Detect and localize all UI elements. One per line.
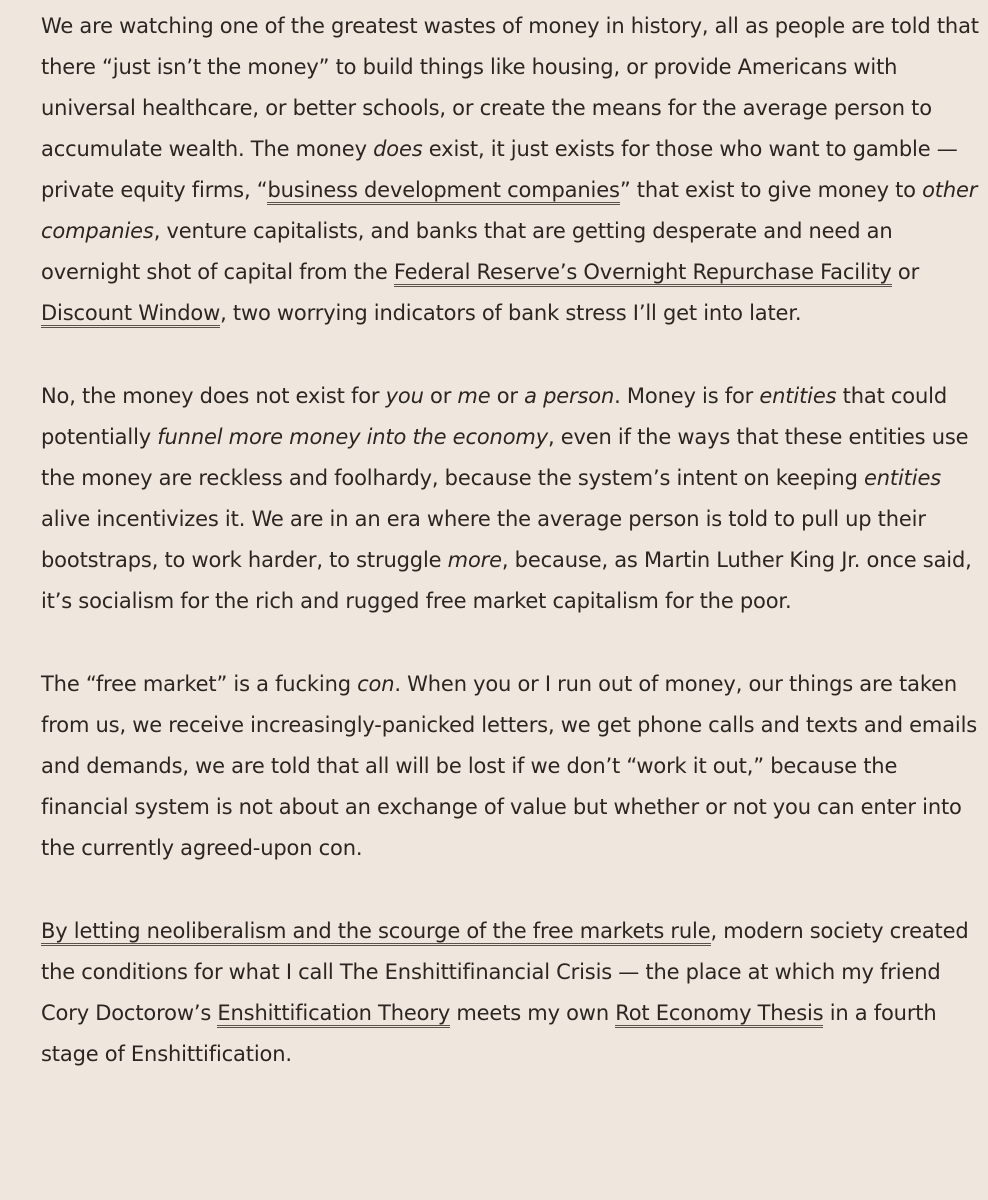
text-span: ” that exist to give money to [619, 178, 923, 202]
emphasis: does [373, 137, 423, 161]
text-span: alive incentivizes it. We are in an era where the average person is told to pull up their bootstraps, to work harder, to struggle [41, 507, 926, 572]
paragraph-1 [41, 6, 981, 334]
link-enshittification-theory[interactable]: Enshittification Theory [217, 1001, 450, 1028]
article-body [41, 6, 981, 1117]
link-business-development-companies[interactable]: business development companies [267, 178, 619, 205]
text-span: in a fourth stage of Enshittification. [41, 1001, 937, 1066]
text-span: exist, it just exists for those who want to gamble — private equity firms, “ [41, 137, 958, 202]
paragraph-4 [41, 911, 981, 1075]
text-span: , because, as Martin Luther King Jr. once said, it’s socialism for the rich and rugged free market capitalism for the poor. [41, 548, 972, 613]
link-discount-window[interactable]: Discount Window [41, 301, 220, 328]
emphasis: a person [524, 384, 615, 408]
link-rot-economy-thesis[interactable]: Rot Economy Thesis [615, 1001, 823, 1028]
link-overnight-repurchase-facility[interactable]: Federal Reserve’s Overnight Repurchase Facility [394, 260, 892, 287]
paragraph-3 [41, 664, 981, 869]
emphasis: you [385, 384, 424, 408]
emphasis: other companies [41, 178, 978, 243]
emphasis: entities [863, 466, 942, 490]
text-span: No, the money does not exist for [41, 384, 386, 408]
text-span: or [490, 384, 525, 408]
text-span: , two worrying indicators of bank stress I’ll get into later. [220, 301, 802, 325]
text-span: . Money is for [614, 384, 760, 408]
text-span: that could potentially [41, 384, 948, 449]
emphasis: con [357, 672, 395, 696]
text-span: We are watching one of the greatest wastes of money in history, all as people are told that there “just isn’t the money” to build things like housing, or provide Americans with universal healthcare, or better schools, or create the means for the average person to accumulate wealth. The money [41, 14, 979, 161]
emphasis: me [457, 384, 491, 408]
text-span: or [891, 260, 920, 284]
text-span: meets my own [450, 1001, 616, 1025]
emphasis: more [447, 548, 502, 572]
emphasis: entities [759, 384, 837, 408]
paragraph-2 [41, 376, 981, 622]
text-span: , modern society created the conditions for what I call The Enshittifinancial Crisis — the place at which my friend Cory Doctorow’s [41, 919, 969, 1025]
text-span: . When you or I run out of money, our things are taken from us, we receive increasingly-panicked letters, we get phone calls and texts and emails and demands, we are told that all will be lost if we don’t “work it out,” because the financial system is not about an exchange of value but whether or not you can enter into the currently agreed-upon con. [41, 672, 978, 860]
text-span: The “free market” is a fucking [41, 672, 358, 696]
text-span: or [423, 384, 458, 408]
link-neoliberalism[interactable]: By letting neoliberalism and the scourge of the free markets rule [41, 919, 711, 946]
emphasis: funnel more money into the economy [157, 425, 548, 449]
text-span: , even if the ways that these entities use the money are reckless and foolhardy, because the system’s intent on keeping [41, 425, 969, 490]
text-span: , venture capitalists, and banks that are getting desperate and need an overnight shot of capital from the [41, 219, 893, 284]
